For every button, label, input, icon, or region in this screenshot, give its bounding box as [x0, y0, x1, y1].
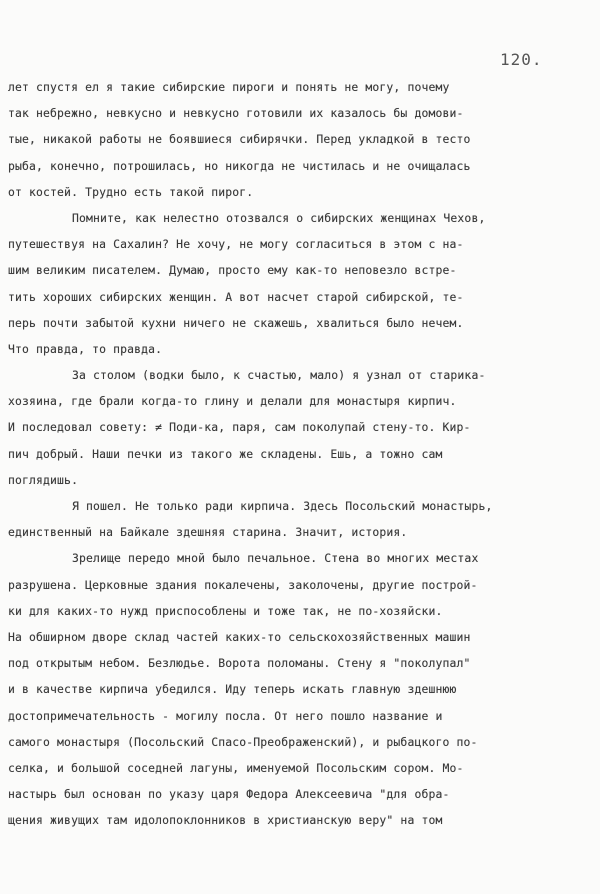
- text-line: И последовал совету: ≠ Поди-ка, паря, сам поколупай стену-то. Кир-: [8, 420, 471, 435]
- text-line: селка, и большой соседней лагуны, именуемой Посольским сором. Мо-: [8, 760, 464, 775]
- text-line: тить хороших сибирских женщин. А вот насчет старой сибирской, те-: [8, 289, 464, 304]
- text-line: разрушена. Церковные здания покалечены, заколочены, другие построй-: [8, 577, 478, 592]
- text-line: хозяина, где брали когда-то глину и делали для монастыря кирпич.: [8, 394, 457, 409]
- text-line: Помните, как нелестно отозвался о сибирских женщинах Чехов,: [72, 210, 486, 225]
- text-line: ки для каких-то нужд приспособлены и тоже так, не по-хозяйски.: [8, 603, 443, 618]
- text-line: За столом (водки было, к счастью, мало) я узнал от старика-: [72, 368, 486, 383]
- text-line: Зрелище передо мной было печальное. Стена во многих местах: [72, 551, 479, 566]
- text-line: путешествуя на Сахалин? Не хочу, не могу согласиться в этом с на-: [8, 237, 464, 252]
- text-line: На обширном дворе склад частей каких-то сельскохозяйственных машин: [8, 629, 471, 644]
- text-line: лет спустя ел я такие сибирские пироги и понять не могу, почему: [8, 80, 450, 94]
- text-line: щения живущих там идолопоклонников в христианскую веру" на том: [8, 813, 443, 828]
- typewritten-text-body: [8, 74, 594, 833]
- text-line: так небрежно, невкусно и невкусно готовили их казалось бы домови-: [8, 106, 464, 121]
- text-line: рыба, конечно, потрошилась, но никогда не чистилась и не очищалась: [8, 158, 471, 173]
- text-line: перь почти забытой кухни ничего не скажешь, хвалиться было нечем.: [8, 315, 464, 330]
- text-line: от костей. Трудно есть такой пирог.: [8, 184, 254, 199]
- text-line: самого монастыря (Посольский Спасо-Преображенский), и рыбацкого по-: [8, 734, 478, 749]
- text-line: Я пошел. Не только ради кирпича. Здесь Посольский монастырь,: [72, 499, 493, 513]
- text-line: шим великим писателем. Думаю, просто ему как-то неповезло встре-: [8, 263, 457, 278]
- text-line: поглядишь.: [8, 472, 79, 487]
- text-line: тые, никакой работы не боявшиеся сибирячки. Перед укладкой в тесто: [8, 132, 471, 147]
- page-number: 120.: [500, 50, 543, 69]
- text-line: и в качестве кирпича убедился. Иду теперь искать главную здешнюю: [8, 682, 457, 697]
- text-line: единственный на Байкале здешняя старина. Значит, история.: [8, 525, 408, 540]
- text-line: настырь был основан по указу царя Федора Алексеевича "для обра-: [8, 787, 450, 802]
- text-line: под открытым небом. Безлюдье. Ворота поломаны. Стену я "поколупал": [8, 656, 471, 671]
- text-line: Что правда, то правда.: [8, 341, 163, 356]
- text-line: достопримечательность - могилу посла. От него пошло название и: [8, 708, 443, 723]
- text-line: пич добрый. Наши печки из такого же складены. Ешь, а тожно сам: [8, 446, 443, 461]
